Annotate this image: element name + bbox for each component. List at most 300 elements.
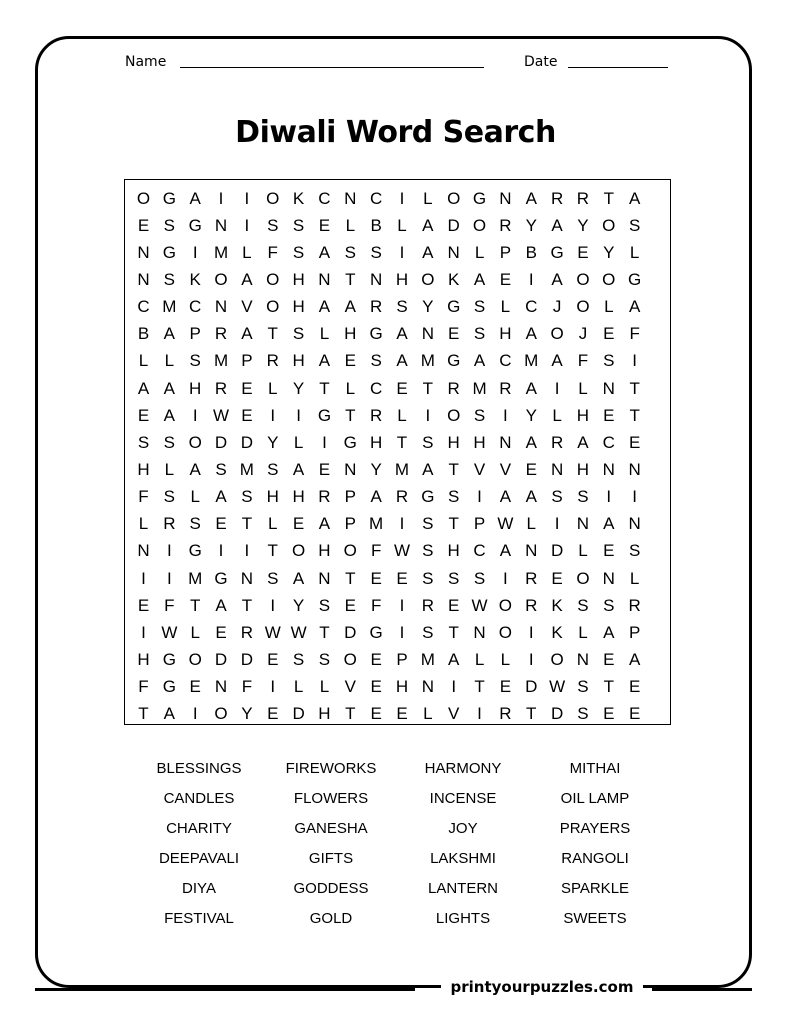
grid-letter[interactable]: R [525, 595, 538, 615]
grid-letter[interactable]: E [396, 378, 408, 398]
grid-letter[interactable]: S [473, 297, 486, 317]
grid-letter[interactable]: N [137, 541, 150, 561]
grid-letter[interactable]: R [421, 595, 434, 615]
grid-letter[interactable]: A [499, 541, 512, 561]
grid-letter[interactable]: V [499, 460, 512, 479]
grid-letter[interactable]: K [448, 269, 460, 289]
grid-letter[interactable]: L [268, 378, 278, 398]
grid-letter[interactable]: I [270, 405, 276, 425]
grid-letter[interactable]: N [602, 378, 615, 398]
grid-letter[interactable]: I [503, 568, 508, 588]
grid-letter[interactable]: E [215, 514, 227, 534]
grid-letter[interactable]: H [370, 432, 383, 452]
grid-letter[interactable]: W [471, 595, 488, 615]
grid-letter[interactable]: H [447, 541, 460, 561]
grid-letter[interactable]: D [550, 541, 564, 561]
grid-letter[interactable]: L [190, 622, 200, 642]
grid-letter[interactable]: S [137, 432, 150, 452]
grid-letter[interactable]: S [292, 215, 305, 235]
grid-letter[interactable]: E [241, 378, 253, 398]
grid-letter[interactable]: L [578, 622, 588, 642]
grid-letter[interactable]: N [421, 324, 434, 344]
grid-letter[interactable]: S [422, 514, 434, 534]
grid-letter[interactable]: S [422, 541, 434, 561]
grid-letter[interactable]: T [345, 704, 356, 724]
grid-letter[interactable]: E [628, 432, 641, 452]
grid-letter[interactable]: O [136, 188, 151, 208]
grid-letter[interactable]: N [214, 215, 228, 235]
grid-letter[interactable]: H [292, 269, 305, 289]
grid-letter[interactable]: G [472, 188, 487, 208]
grid-letter[interactable]: M [420, 650, 435, 670]
grid-letter[interactable]: E [499, 677, 512, 697]
grid-letter[interactable]: G [550, 242, 564, 262]
grid-letter[interactable]: I [528, 650, 534, 670]
grid-letter[interactable]: I [244, 215, 250, 235]
grid-letter[interactable]: P [473, 514, 486, 534]
grid-letter[interactable]: E [292, 514, 305, 534]
grid-letter[interactable]: E [137, 215, 150, 235]
grid-letter[interactable]: M [420, 351, 435, 371]
grid-letter[interactable]: N [344, 460, 357, 479]
grid-letter[interactable]: D [214, 432, 228, 452]
grid-letter[interactable]: S [448, 487, 460, 507]
grid-letter[interactable]: A [473, 351, 486, 371]
grid-letter[interactable]: W [264, 622, 281, 642]
grid-letter[interactable]: K [551, 595, 563, 615]
grid-letter[interactable]: N [550, 460, 564, 479]
grid-letter[interactable]: S [628, 541, 641, 561]
grid-letter[interactable]: O [188, 650, 202, 670]
grid-letter[interactable]: O [447, 405, 461, 425]
grid-letter[interactable]: L [526, 514, 536, 534]
grid-letter[interactable]: C [137, 297, 150, 317]
grid-letter[interactable]: S [577, 595, 589, 615]
date-field-line[interactable] [568, 67, 668, 68]
grid-letter[interactable]: T [526, 704, 537, 724]
grid-letter[interactable]: A [215, 487, 227, 507]
grid-letter[interactable]: A [137, 378, 150, 398]
grid-letter[interactable]: N [576, 650, 590, 670]
grid-letter[interactable]: H [395, 677, 409, 697]
grid-letter[interactable]: O [576, 297, 590, 317]
grid-letter[interactable]: Y [267, 432, 279, 452]
grid-letter[interactable]: S [577, 487, 589, 507]
grid-letter[interactable]: L [423, 704, 433, 724]
grid-letter[interactable]: R [395, 487, 409, 507]
grid-letter[interactable]: R [447, 378, 460, 398]
grid-letter[interactable]: P [241, 351, 253, 371]
grid-letter[interactable]: S [267, 460, 279, 479]
grid-letter[interactable]: S [370, 242, 382, 262]
grid-letter[interactable]: G [162, 650, 176, 670]
grid-letter[interactable]: T [629, 378, 640, 398]
grid-letter[interactable]: T [396, 432, 408, 452]
grid-letter[interactable]: N [137, 269, 150, 289]
grid-letter[interactable]: I [477, 487, 482, 507]
grid-letter[interactable]: K [551, 622, 563, 642]
grid-letter[interactable]: N [525, 541, 538, 561]
grid-letter[interactable]: M [213, 242, 229, 262]
grid-letter[interactable]: T [474, 677, 485, 697]
grid-letter[interactable]: S [603, 595, 615, 615]
grid-letter[interactable]: N [137, 242, 150, 262]
grid-letter[interactable]: I [528, 622, 534, 642]
grid-letter[interactable]: J [552, 297, 562, 317]
grid-letter[interactable]: O [291, 541, 306, 561]
grid-letter[interactable]: I [632, 487, 637, 507]
grid-letter[interactable]: L [474, 650, 485, 670]
grid-letter[interactable]: A [551, 269, 563, 289]
grid-letter[interactable]: R [550, 432, 564, 452]
grid-letter[interactable]: S [422, 622, 434, 642]
grid-letter[interactable]: O [576, 568, 590, 588]
grid-letter[interactable]: E [370, 568, 382, 588]
grid-letter[interactable]: I [192, 242, 198, 262]
grid-letter[interactable]: G [447, 351, 461, 371]
grid-letter[interactable]: L [423, 188, 433, 208]
grid-letter[interactable]: W [549, 677, 566, 697]
grid-letter[interactable]: N [602, 460, 615, 479]
grid-letter[interactable]: A [525, 324, 537, 344]
grid-letter[interactable]: P [344, 487, 356, 507]
grid-letter[interactable]: E [344, 351, 356, 371]
grid-letter[interactable]: C [189, 297, 202, 317]
grid-letter[interactable]: A [525, 378, 537, 398]
grid-letter[interactable]: N [344, 188, 357, 208]
grid-letter[interactable]: R [240, 622, 254, 642]
grid-letter[interactable]: E [448, 595, 460, 615]
grid-letter[interactable]: B [370, 215, 382, 235]
grid-letter[interactable]: I [270, 677, 276, 697]
grid-letter[interactable]: A [370, 487, 382, 507]
grid-letter[interactable]: T [241, 595, 253, 615]
grid-letter[interactable]: A [163, 324, 176, 344]
grid-letter[interactable]: T [448, 514, 459, 534]
grid-letter[interactable]: L [138, 351, 149, 371]
grid-letter[interactable]: S [344, 242, 356, 262]
grid-letter[interactable]: N [370, 269, 383, 289]
grid-letter[interactable]: O [576, 269, 590, 289]
grid-letter[interactable]: A [189, 188, 201, 208]
grid-letter[interactable]: V [448, 704, 460, 724]
grid-letter[interactable]: I [399, 514, 405, 534]
grid-letter[interactable]: I [218, 541, 224, 561]
grid-letter[interactable]: A [318, 351, 331, 371]
grid-letter[interactable]: L [604, 297, 614, 317]
grid-letter[interactable]: S [473, 568, 486, 588]
grid-letter[interactable]: A [628, 188, 641, 208]
grid-letter[interactable]: H [344, 324, 357, 344]
grid-letter[interactable]: N [499, 188, 512, 208]
grid-letter[interactable]: G [317, 405, 332, 425]
grid-letter[interactable]: A [603, 622, 615, 642]
grid-letter[interactable]: E [396, 704, 408, 724]
grid-letter[interactable]: S [551, 487, 563, 507]
grid-letter[interactable]: R [628, 595, 641, 615]
grid-letter[interactable]: A [396, 351, 408, 371]
grid-letter[interactable]: D [550, 704, 564, 724]
grid-letter[interactable]: W [161, 622, 178, 642]
grid-letter[interactable]: O [550, 650, 564, 670]
grid-letter[interactable]: H [266, 487, 279, 507]
grid-letter[interactable]: A [525, 487, 537, 507]
footer-site-link[interactable]: printyourpuzzles.com [441, 976, 643, 998]
grid-letter[interactable]: G [421, 487, 435, 507]
grid-letter[interactable]: E [370, 704, 382, 724]
grid-letter[interactable]: I [606, 487, 612, 507]
grid-letter[interactable]: K [292, 188, 305, 208]
grid-letter[interactable]: T [241, 514, 253, 534]
grid-letter[interactable]: M [369, 514, 384, 534]
grid-letter[interactable]: I [322, 432, 327, 452]
grid-letter[interactable]: Y [603, 242, 615, 262]
grid-letter[interactable]: S [292, 242, 305, 262]
grid-letter[interactable]: A [422, 215, 434, 235]
grid-letter[interactable]: G [162, 242, 176, 262]
grid-letter[interactable]: E [267, 704, 279, 724]
grid-letter[interactable]: S [189, 514, 201, 534]
grid-letter[interactable]: S [292, 650, 305, 670]
grid-letter[interactable]: Y [422, 297, 434, 317]
grid-letter[interactable]: M [524, 351, 539, 371]
grid-letter[interactable]: D [240, 432, 254, 452]
grid-letter[interactable]: N [499, 432, 512, 452]
grid-letter[interactable]: E [603, 704, 615, 724]
grid-letter[interactable]: P [189, 324, 201, 344]
grid-letter[interactable]: L [268, 514, 278, 534]
grid-letter[interactable]: W [497, 514, 514, 534]
grid-letter[interactable]: T [267, 541, 278, 561]
grid-letter[interactable]: A [473, 269, 486, 289]
grid-letter[interactable]: O [472, 215, 487, 235]
grid-letter[interactable]: D [344, 622, 357, 642]
grid-letter[interactable]: I [425, 405, 431, 425]
grid-letter[interactable]: T [422, 378, 434, 398]
grid-letter[interactable]: E [137, 405, 150, 425]
grid-letter[interactable]: A [396, 324, 408, 344]
grid-letter[interactable]: H [447, 432, 460, 452]
grid-letter[interactable]: I [192, 704, 198, 724]
grid-letter[interactable]: M [394, 460, 410, 479]
grid-letter[interactable]: E [603, 650, 615, 670]
grid-letter[interactable]: O [421, 269, 435, 289]
grid-letter[interactable]: O [214, 704, 228, 724]
grid-letter[interactable]: N [318, 269, 331, 289]
grid-letter[interactable]: O [447, 188, 461, 208]
grid-letter[interactable]: H [576, 405, 590, 425]
grid-letter[interactable]: S [577, 677, 589, 697]
grid-letter[interactable]: A [163, 378, 176, 398]
grid-letter[interactable]: I [477, 704, 482, 724]
grid-letter[interactable]: A [499, 487, 512, 507]
grid-letter[interactable]: S [473, 405, 486, 425]
grid-letter[interactable]: N [240, 568, 254, 588]
grid-letter[interactable]: A [603, 514, 615, 534]
grid-letter[interactable]: S [396, 297, 408, 317]
grid-letter[interactable]: W [290, 622, 307, 642]
grid-letter[interactable]: L [164, 351, 175, 371]
grid-letter[interactable]: H [318, 541, 331, 561]
grid-letter[interactable]: M [472, 378, 487, 398]
grid-letter[interactable]: B [525, 242, 537, 262]
grid-letter[interactable]: O [266, 297, 280, 317]
grid-letter[interactable]: J [578, 324, 588, 344]
grid-letter[interactable]: O [498, 595, 512, 615]
grid-letter[interactable]: L [474, 242, 485, 262]
grid-letter[interactable]: H [137, 650, 150, 670]
grid-letter[interactable]: E [448, 324, 460, 344]
grid-letter[interactable]: O [602, 269, 616, 289]
grid-letter[interactable]: F [241, 677, 253, 697]
grid-letter[interactable]: T [448, 622, 459, 642]
grid-letter[interactable]: I [399, 242, 405, 262]
grid-letter[interactable]: G [369, 324, 383, 344]
grid-letter[interactable]: E [577, 242, 589, 262]
grid-letter[interactable]: I [399, 188, 405, 208]
grid-letter[interactable]: E [628, 704, 641, 724]
grid-letter[interactable]: A [422, 242, 434, 262]
grid-letter[interactable]: I [244, 541, 250, 561]
grid-letter[interactable]: C [370, 378, 383, 398]
grid-letter[interactable]: L [578, 378, 588, 398]
grid-letter[interactable]: Y [292, 595, 305, 615]
grid-letter[interactable]: N [576, 514, 590, 534]
grid-letter[interactable]: L [345, 378, 356, 398]
grid-letter[interactable]: A [577, 432, 589, 452]
grid-letter[interactable]: S [603, 351, 615, 371]
grid-letter[interactable]: E [551, 568, 563, 588]
grid-letter[interactable]: L [578, 541, 588, 561]
grid-letter[interactable]: I [270, 595, 276, 615]
grid-letter[interactable]: I [218, 188, 224, 208]
grid-letter[interactable]: H [137, 460, 150, 479]
grid-letter[interactable]: K [189, 269, 201, 289]
grid-letter[interactable]: S [267, 568, 279, 588]
grid-letter[interactable]: A [448, 650, 460, 670]
grid-letter[interactable]: P [396, 650, 408, 670]
grid-letter[interactable]: G [369, 622, 383, 642]
grid-letter[interactable]: P [499, 242, 512, 262]
grid-letter[interactable]: M [239, 460, 254, 479]
grid-letter[interactable]: I [554, 378, 560, 398]
grid-letter[interactable]: I [554, 514, 560, 534]
grid-letter[interactable]: N [214, 297, 228, 317]
grid-letter[interactable]: I [528, 269, 534, 289]
grid-letter[interactable]: S [292, 324, 305, 344]
grid-letter[interactable]: R [499, 215, 512, 235]
grid-letter[interactable]: F [370, 541, 382, 561]
grid-letter[interactable]: Y [577, 215, 589, 235]
grid-letter[interactable]: E [137, 595, 150, 615]
grid-letter[interactable]: E [396, 568, 408, 588]
grid-letter[interactable]: E [318, 460, 331, 479]
grid-letter[interactable]: G [447, 297, 461, 317]
grid-letter[interactable]: L [319, 677, 330, 697]
grid-letter[interactable]: O [343, 650, 357, 670]
grid-letter[interactable]: C [525, 297, 538, 317]
grid-letter[interactable]: D [214, 650, 228, 670]
grid-letter[interactable]: I [296, 405, 301, 425]
grid-letter[interactable]: I [399, 622, 405, 642]
name-field-line[interactable] [180, 67, 484, 68]
grid-letter[interactable]: I [451, 677, 457, 697]
grid-letter[interactable]: R [214, 378, 228, 398]
grid-letter[interactable]: S [577, 704, 589, 724]
grid-letter[interactable]: C [370, 188, 383, 208]
grid-letter[interactable]: A [422, 460, 434, 479]
grid-letter[interactable]: I [166, 568, 172, 588]
grid-letter[interactable]: L [629, 568, 640, 588]
grid-letter[interactable]: E [603, 405, 615, 425]
grid-letter[interactable]: H [499, 324, 512, 344]
grid-letter[interactable]: Y [292, 378, 305, 398]
grid-letter[interactable]: T [603, 188, 614, 208]
grid-letter[interactable]: G [188, 215, 202, 235]
grid-letter[interactable]: A [189, 460, 201, 479]
grid-letter[interactable]: L [552, 405, 562, 425]
grid-letter[interactable]: T [189, 595, 201, 615]
grid-letter[interactable]: L [397, 215, 407, 235]
grid-letter[interactable]: A [551, 215, 563, 235]
grid-letter[interactable]: F [138, 677, 149, 697]
grid-letter[interactable]: T [138, 704, 149, 724]
grid-letter[interactable]: E [499, 269, 512, 289]
grid-letter[interactable]: O [343, 541, 357, 561]
grid-letter[interactable]: L [190, 487, 200, 507]
grid-letter[interactable]: I [141, 622, 146, 642]
grid-letter[interactable]: O [498, 622, 512, 642]
grid-letter[interactable]: G [343, 432, 357, 452]
grid-letter[interactable]: S [448, 568, 460, 588]
grid-letter[interactable]: Y [525, 405, 537, 425]
grid-letter[interactable]: O [214, 269, 228, 289]
grid-letter[interactable]: A [525, 188, 537, 208]
grid-letter[interactable]: A [344, 297, 356, 317]
grid-letter[interactable]: S [241, 487, 253, 507]
grid-letter[interactable]: L [397, 405, 407, 425]
grid-letter[interactable]: S [163, 487, 176, 507]
grid-letter[interactable]: N [602, 568, 615, 588]
grid-letter[interactable]: C [318, 188, 331, 208]
grid-letter[interactable]: S [370, 351, 382, 371]
grid-letter[interactable]: D [240, 650, 254, 670]
grid-letter[interactable]: L [164, 460, 175, 479]
grid-letter[interactable]: L [293, 432, 304, 452]
grid-letter[interactable]: A [628, 650, 641, 670]
grid-letter[interactable]: O [550, 324, 564, 344]
grid-letter[interactable]: M [213, 351, 229, 371]
grid-letter[interactable]: A [292, 568, 305, 588]
grid-letter[interactable]: N [318, 568, 331, 588]
grid-letter[interactable]: A [163, 405, 176, 425]
grid-letter[interactable]: T [345, 405, 356, 425]
grid-letter[interactable]: E [318, 215, 331, 235]
grid-letter[interactable]: L [500, 650, 511, 670]
grid-letter[interactable]: N [628, 514, 641, 534]
grid-letter[interactable]: F [629, 324, 640, 344]
grid-letter[interactable]: E [241, 405, 253, 425]
grid-letter[interactable]: A [292, 460, 305, 479]
grid-letter[interactable]: H [292, 297, 305, 317]
grid-letter[interactable]: I [141, 568, 146, 588]
grid-letter[interactable]: W [393, 541, 411, 561]
grid-letter[interactable]: E [525, 460, 537, 479]
grid-letter[interactable]: E [344, 595, 356, 615]
grid-letter[interactable]: L [293, 677, 304, 697]
grid-letter[interactable]: O [266, 188, 280, 208]
grid-letter[interactable]: M [162, 297, 177, 317]
